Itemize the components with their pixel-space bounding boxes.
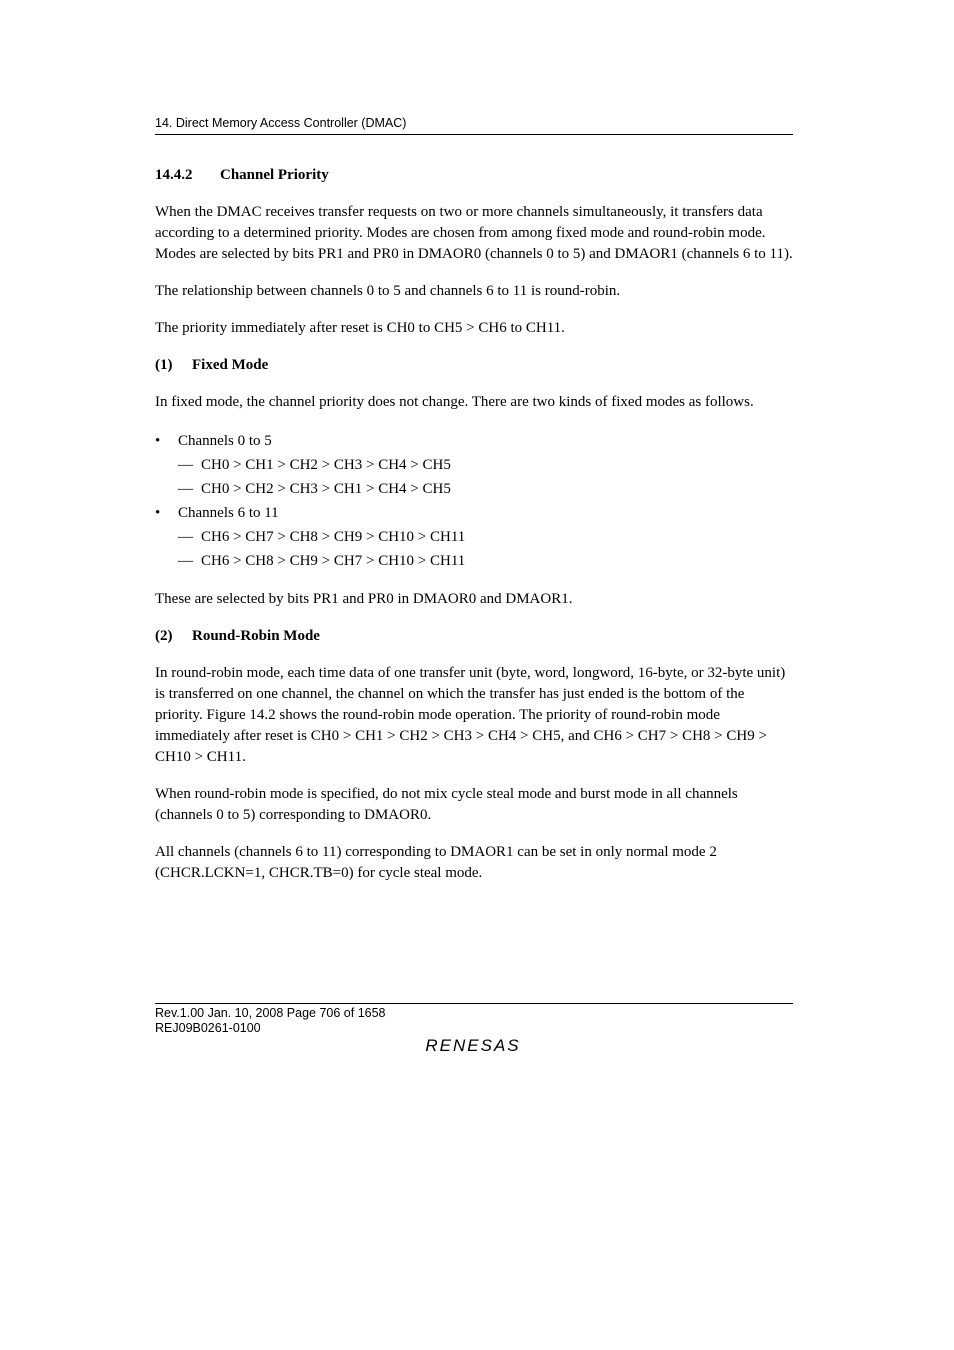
subsection-number: (2) [155, 628, 173, 644]
list-item [178, 477, 795, 501]
paragraph: The priority immediately after reset is CH0 to CH5 > CH6 to CH11. [155, 320, 565, 336]
section-number: 14.4.2 [155, 167, 193, 183]
priority-order: CH6 > CH8 > CH9 > CH7 > CH10 > CH11 [201, 553, 466, 569]
footer-rule [155, 1003, 793, 1004]
header-rule [155, 134, 793, 135]
section-title: Channel Priority [220, 167, 329, 183]
dash-marker: — [178, 457, 193, 473]
list-item [178, 453, 795, 477]
paragraph: The relationship between channels 0 to 5 and channels 6 to 11 is round-robin. [155, 283, 621, 299]
priority-order: CH0 > CH2 > CH3 > CH1 > CH4 > CH5 [201, 481, 451, 497]
paragraph: When the DMAC receives transfer requests on two or more channels simultaneously, it transfers data according to a determined priority. Modes are chosen from among fixed mode and round-robin mode. Modes are selected by bits PR1 and PR0 in DMAOR0 (channels 0 to 5) and DMAOR1 (channels 6 to 11). [155, 204, 793, 262]
bullet-label: Channels 0 to 5 [178, 433, 272, 449]
priority-order: CH6 > CH7 > CH8 > CH9 > CH10 > CH11 [201, 529, 466, 545]
logo-text: RENESAS [425, 1036, 521, 1055]
paragraph: In round-robin mode, each time data of one transfer unit (byte, word, longword, 16-byte, or 32-byte unit) is transferred on one channel, the channel on which the transfer has just ended is the bottom of the priority. Figure 14.2 shows the round-robin mode operation. The priority of round-robin mode immediately after reset is CH0 > CH1 > CH2 > CH3 > CH4 > CH5, and CH6 > CH7 > CH8 > CH9 > CH10 > CH11. [155, 665, 786, 765]
paragraph: All channels (channels 6 to 11) corresponding to DMAOR1 can be set in only normal mode 2 (CHCR.LCKN=1, CHCR.TB=0) for cycle steal mode. [155, 844, 717, 881]
page-footer [155, 1006, 555, 1036]
subsection-title: Round-Robin Mode [192, 628, 320, 644]
bullet-marker: • [155, 505, 161, 521]
bullet-label: Channels 6 to 11 [178, 505, 279, 521]
subsection-number: (1) [155, 357, 173, 373]
renesas-logo [413, 1034, 533, 1056]
subsection-heading-round-robin [155, 626, 795, 647]
subsection-heading-fixed-mode [155, 355, 795, 376]
list-item [178, 549, 795, 573]
subsection-title: Fixed Mode [192, 357, 269, 373]
dash-list [155, 525, 795, 573]
running-header: 14. Direct Memory Access Controller (DMAC) [155, 116, 407, 130]
list-item [155, 429, 795, 501]
dash-list [155, 453, 795, 501]
paragraph: These are selected by bits PR1 and PR0 in DMAOR0 and DMAOR1. [155, 591, 573, 607]
dash-marker: — [178, 529, 193, 545]
dash-marker: — [178, 553, 193, 569]
list-item [155, 501, 795, 573]
bullet-marker: • [155, 433, 161, 449]
paragraph: When round-robin mode is specified, do not mix cycle steal mode and burst mode in all channels (channels 0 to 5) corresponding to DMAOR0. [155, 786, 738, 823]
section-heading [155, 165, 795, 186]
document-code: REJ09B0261-0100 [155, 1021, 261, 1035]
list-item [178, 525, 795, 549]
dash-marker: — [178, 481, 193, 497]
revision-line: Rev.1.00 Jan. 10, 2008 Page 706 of 1658 [155, 1006, 386, 1020]
page-body [155, 165, 795, 900]
paragraph: In fixed mode, the channel priority does not change. There are two kinds of fixed modes as follows. [155, 394, 754, 410]
priority-order: CH0 > CH1 > CH2 > CH3 > CH4 > CH5 [201, 457, 451, 473]
bullet-list [155, 429, 795, 573]
